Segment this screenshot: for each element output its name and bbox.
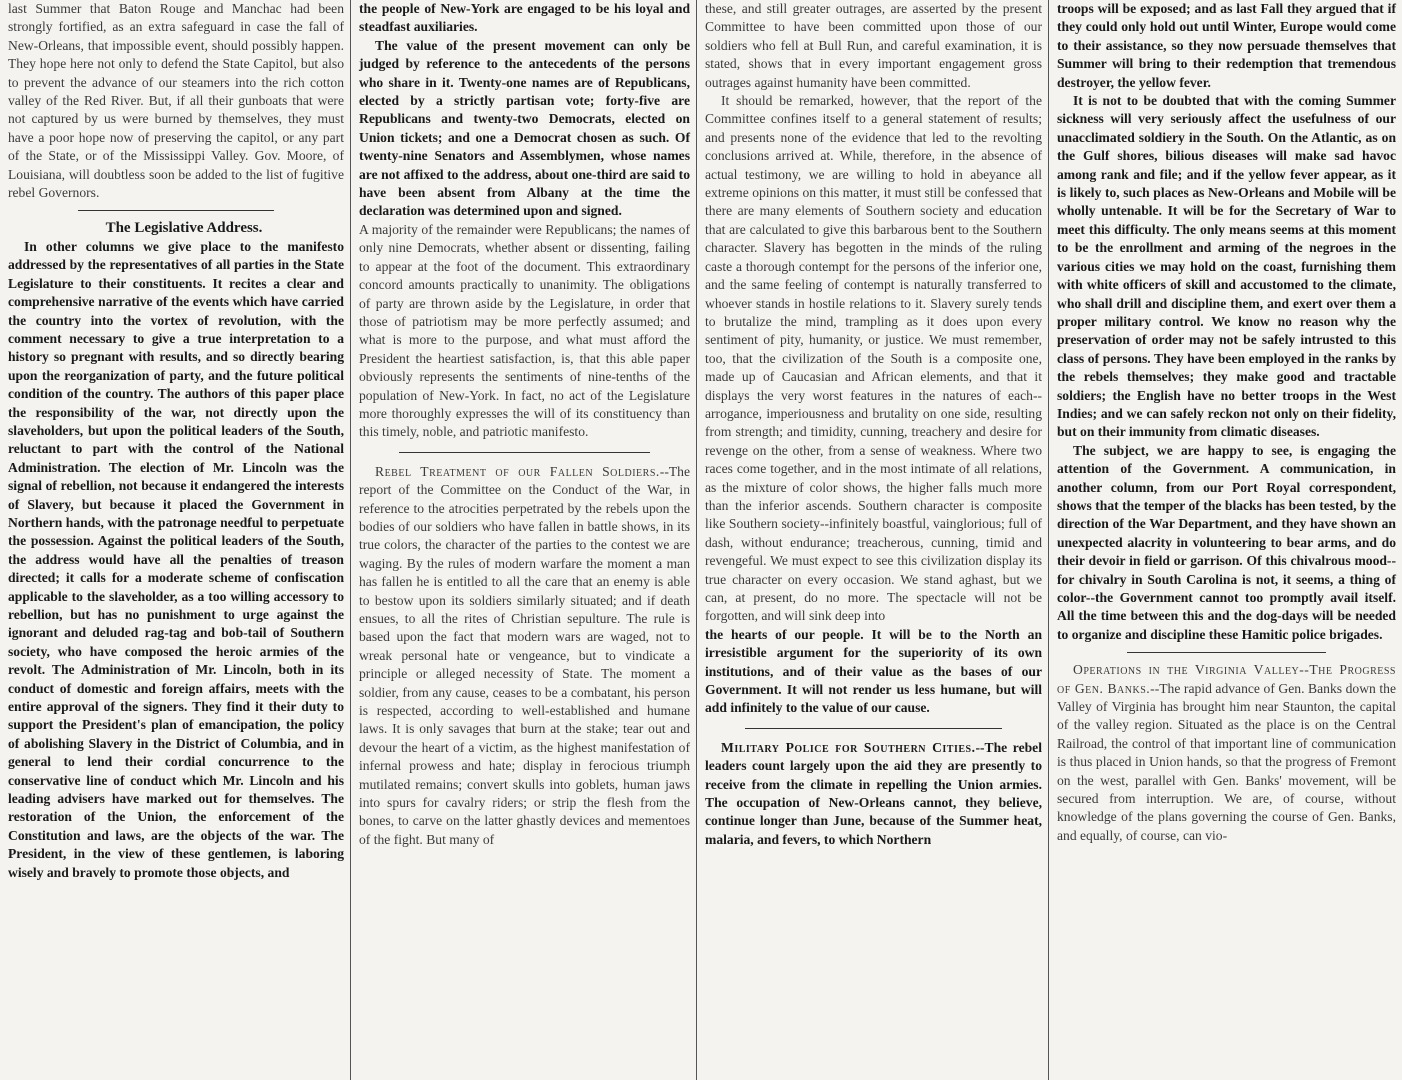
article-legislative-address-para-2: The value of the present movement can only be judged by reference to the antecedents of the persons who share in it. Twenty-one names are of Republicans, elected by a strictly partisan vote; forty-five are Republicans and twenty-two Democrats, elected on Union tickets; and one a Democrat chosen as such. Of twenty-nine Senators and Assemblymen, whose names are not affixed to the address, about one-third are said to have been absent from Albany at the time the declaration was determined upon and signed. (359, 37, 690, 219)
article-divider (399, 452, 650, 453)
column-rule (78, 210, 274, 211)
article-virginia-valley-lead: Operations in the Virginia Valley--The Progress of Gen. Banks. (1057, 662, 1396, 696)
article-rebel-treatment (359, 463, 690, 850)
column-4 (1048, 0, 1402, 1080)
article-rebel-treatment-para-2: It should be remarked, however, that the report of the Committee confines itself to a general statement of results; and presents none of the evidence that led to the revolting conclusions arrived at. While, therefore, in the absence of actual testimony, we are willing to hold in abeyance all extreme opinions on this matter, it must still be confessed that there are many elements of Southern society and education that are calculated to give this barbarous bent to the Southern character. Slavery has begotten in the minds of the ruling caste a thorough contempt for the persons of the inferior one, and the same feeling of contempt is naturally transferred to whoever stands in hostile relations to it. Slavery surely tends to brutalize the mind, trampling as it does upon every sentiment of pity, humanity, or justice. We must remember, too, that the civilization of the South is a composite one, made up of Caucasian and African elements, and that it displays the very worst features in the natures of each--arrogance, imperiousness and brutality on one side, resulting from strength; and timidity, cunning, treachery and desire for revenge on the other, from a sense of weakness. Where two races come together, and in the most intimate of all relations, as the mixture of color shows, the higher falls much more than the inferior ascends. Southern character is composite like Southern society--infinitely boastful, vainglorious; full of dash, without endurance; treacherous, cunning, timid and revengeful. We must expect to see this civilization display its true character on every occasion. We stand aghast, but we can, at present, do no more. The spectacle will not be forgotten, and will sink deep into (705, 93, 1042, 624)
article-virginia-valley-body: --The rapid advance of Gen. Banks down the Valley of Virginia has brought him near Staunton, the capital of the valley region. Situated as the place is on the Central Railroad, the control of that important line of communication is thus placed in Union hands, so that the progress of Fremont on the west, parallel with Gen. Banks' movement, will be secured from interruption. We are, of course, without knowledge of the plans governing the course of Gen. Banks, and equally, of course, can vio- (1057, 680, 1396, 843)
article-rebel-treatment-continuation: these, and still greater outrages, are asserted by the present Committee to have been committed upon those of our soldiers who fell at Bull Run, and careful examination, it is stated, shows that in every important engagement gross outrages against humanity have been committed. (705, 1, 1042, 90)
article-legislative-address-para-3: A majority of the remainder were Republicans; the names of only nine Democrats, whether absent or dissenting, failing to appear at the foot of the document. This extraordinary concord amounts practically to unanimity. The obligations of party are thrown aside by the Legislature, in order that those of patriotism may be more perfectly assumed; and what is more to the purpose, and what must afford the President the heartiest satisfaction, is, that this able paper obviously represents the sentiments of nine-tenths of the population of New-York. In fact, no act of the Legislature more thoroughly expresses the will of its constituency than this timely, noble, and patriotic manifesto. (359, 221, 690, 440)
article-military-police-continuation: troops will be exposed; and as last Fall they argued that if they could only hold out until Winter, Europe would come to their assistance, so they now persuade themselves that Summer will bring to their redemption that tremendous destroyer, the yellow fever. (1057, 1, 1396, 90)
article-military-police-para-3: The subject, we are happy to see, is engaging the attention of the Government. A communication, in another column, from our Port Royal correspondent, shows that the temper of the blacks has been tested, by the direction of the War Department, and they have shown an unexpected alacrity in volunteering to bear arms, and do their devoir in field or garrison. Of this chivalrous mood--for chivalry in South Carolina is not, it seems, a thing of color--the Government cannot too promptly avail itself. All the time between this and the dog-days will be needed to organize and discipline these Hamitic police brigades. (1057, 442, 1396, 642)
article-military-police (705, 739, 1042, 849)
column-3 (696, 0, 1048, 1080)
article-military-police-body: --The rebel leaders count largely upon the aid they are presently to receive from the climate in repelling the Union armies. The occupation of New-Orleans cannot, they believe, continue longer than June, because of the Summer heat, malaria, and fevers, to which Northern (705, 739, 1042, 847)
column-1 (0, 0, 350, 1080)
article-virginia-valley (1057, 661, 1396, 845)
article-legislative-address-continuation: the people of New-York are engaged to be his loyal and steadfast auxiliaries. (359, 1, 690, 35)
article-legislative-address-body: In other columns we give place to the manifesto addressed by the representatives of all parties in the State Legislature to their constituents. It recites a clear and comprehensive narrative of the events which have carried the country into the vortex of revolution, with the comment necessary to give a true interpretation to a history so pregnant with results, and so directly bearing upon the reorganization of party, and the future political condition of the country. The authors of this paper place the responsibility of the war, not directly upon the slaveholders, but upon the political leaders of the South, reluctant to part with the control of the National Administration. The election of Mr. Lincoln was the signal of rebellion, not because it endangered the interests of Slavery, but because it placed the Government in Northern hands, with the patronage needful to perpetuate the possession. Against the political leaders of the South, the address would have all the penalties of treason directed; it calls for a moderate scheme of confiscation applicable to the slaveholder, as a too willing accessory to rebellion, but has no punishment to urge against the ignorant and deluded rag-tag and bob-tail of Southern society, who have composed the heroic armies of the revolt. The Administration of Mr. Lincoln, both in its conduct of domestic and foreign affairs, meets with the entire approval of the signers. They find it their duty to support the President's plan of emancipation, the policy of abolishing Slavery in the District of Columbia, and in general to lend their cordial concurrence to the conservative line of conduct which Mr. Lincoln and his leading advisers have marked out for themselves. The restoration of the Union, the enforcement of the Constitution and laws, are the objects of the war. The President, in the view of these gentlemen, is laboring wisely and bravely to promote those objects, and (8, 238, 344, 880)
article-rebel-treatment-para-3: the hearts of our people. It will be to the North an irresistible argument for the superiority of its own institutions, and of their value as the bases of our Government. It will not render us less humane, but will add infinitely to the value of our cause. (705, 626, 1042, 716)
column-2 (350, 0, 696, 1080)
article-military-police-para-2: It is not to be doubted that with the coming Summer sickness will very seriously affect the usefulness of our unacclimated soldiery in the South. On the Atlantic, as on the Gulf shores, bilious diseases will make sad havoc among rank and file; and if the yellow fever appear, as it is likely to, such places as New-Orleans and Mobile will be wholly untenable. It will be for the Secretary of War to meet this difficulty. The only means seems at this moment to be the enrollment and arming of the negroes in the various cities we may hold on the coast, furnishing them with white officers of skill and accustomed to the climate, who shall drill and discipline them, and exert over them a proper military control. We know no reason why the preservation of order may not be safely intrusted to this class of persons. They have been employed in the ranks by the rebels themselves; they make good and tractable soldiers; the English have no better troops in the West Indies; and we can safely reckon not only on their fidelity, but on their immunity from climatic diseases. (1057, 93, 1396, 440)
article-rebel-treatment-lead: Rebel Treatment of our Fallen Soldiers. (375, 463, 660, 479)
article-divider (1127, 652, 1326, 653)
article-divider (745, 728, 1002, 729)
article-baton-rouge-continuation: last Summer that Baton Rouge and Manchac had been strongly fortified, as an extra safeguard in case the fall of New-Orleans, that impossible event, should possibly happen. They hope here not only to defend the State Capitol, but also to prevent the advance of our steamers into the rich cotton valley of the Red River. But, if all their gunboats that were not captured by us were burned by themselves, they must have a poor hope now of preserving the capitol, or any part of the State, or of the Mississippi Valley. Gov. Moore, of Louisiana, will doubtless soon be added to the list of fugitive rebel Governors. (8, 1, 344, 201)
article-heading-legislative-address: The Legislative Address. (105, 220, 263, 237)
article-military-police-lead: Military Police for Southern Cities. (721, 739, 976, 755)
article-rebel-treatment-body: --The report of the Committee on the Conduct of the War, in reference to the atrocities perpetrated by the rebels upon the bodies of our soldiers who have fallen in battle shows, in its true colors, the character of the parties to the contest we are waging. By the rules of modern warfare the moment a man has fallen he is entitled to all the care that an enemy is able to bestow upon its soldiers similarly situated; and if death ensues, to all the rites of Christian sepulture. The rule is based upon the fact that modern wars are waged, not to wreak personal hate or vengeance, but to vindicate a principle or alleged necessity of State. The moment a soldier, from any cause, ceases to be a combatant, his person is respected, according to well-established and humane laws. It is only savages that burn at the stake; tear out and devour the heart of a victim, as the highest manifestation of infernal prowess and hate; display in ferocious triumph mutilated remains; convert skulls into goblets, human jaws into spurs for cavalry riders; or strip the flesh from the bones, to carve on the latter ghastly devices and mementoes of the fight. But many of (359, 463, 690, 847)
